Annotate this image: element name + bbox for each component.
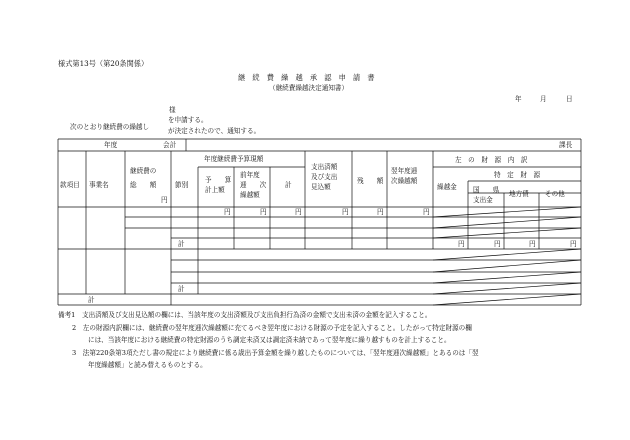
col-header-next-carry-line2: 次繰越額 bbox=[391, 177, 418, 185]
col-header-next-carry-line1: 翌年度逓 bbox=[391, 167, 418, 175]
yen-unit-expenditure: 円 bbox=[342, 208, 349, 216]
col-header-expenditure-line1: 支出済額 bbox=[311, 163, 338, 171]
body-option-notify: が決定されたので、通知する。 bbox=[168, 127, 261, 135]
grand-total-label: 計 bbox=[88, 296, 95, 304]
remark-2: 2 左の財源内訳欄には、継続費の翌年度逓次繰越額に充てるべき翌年度における財源の予定を記入すること。したがって特定財源の欄 bbox=[72, 323, 472, 332]
addressee-suffix: 様 bbox=[169, 106, 176, 114]
department-head-label: 課長 bbox=[559, 141, 573, 149]
col-header-specific: 特 定 財 源 bbox=[494, 171, 541, 179]
col-header-balance: 残 額 bbox=[357, 177, 384, 185]
remark-3-cont: 年度繰越額」と読み替えるものとする。 bbox=[88, 361, 207, 370]
col-header-carry-line1: 前年度 bbox=[240, 171, 260, 179]
col-header-section: 節別 bbox=[175, 181, 189, 189]
fiscal-year-label: 年度 bbox=[104, 141, 118, 149]
form-title: 継 続 費 繰 越 承 認 申 請 書 bbox=[238, 73, 375, 82]
yen-unit-next-carry: 円 bbox=[423, 208, 430, 216]
col-header-grant-line2: 支出金 bbox=[473, 196, 493, 204]
yen-unit-balance: 円 bbox=[377, 208, 384, 216]
col-header-total-unit: 円 bbox=[161, 196, 168, 204]
yen-unit-sub-other: 円 bbox=[570, 240, 577, 248]
col-header-expenditure-line2: 及び支出 bbox=[311, 173, 338, 181]
col-header-grant-line1: 国 県 bbox=[473, 186, 500, 194]
yen-unit-sub-bond: 円 bbox=[529, 240, 536, 248]
col-header-bond: 地方債 bbox=[509, 190, 529, 198]
yen-unit-planned: 円 bbox=[224, 208, 231, 216]
col-header-item: 款項目 bbox=[60, 181, 80, 189]
col-header-carry-money: 繰越金 bbox=[437, 183, 457, 191]
col-header-budget-group: 年度継続費予算現額 bbox=[204, 155, 264, 163]
form-subtitle: （継続費繰越決定通知書） bbox=[269, 84, 349, 92]
account-label: 会計 bbox=[163, 141, 177, 149]
col-header-budget-total: 計 bbox=[285, 181, 292, 189]
col-header-project: 事業名 bbox=[89, 181, 109, 189]
body-lead: 次のとおり継続費の繰越し bbox=[70, 123, 150, 131]
subtotal-label-2: 計 bbox=[178, 285, 185, 293]
date-month: 月 bbox=[540, 95, 547, 103]
date-year: 年 bbox=[515, 95, 522, 103]
remark-3: 3 法第220条第3項ただし書の規定により継続費に係る歳出予算金額を繰り越したものについては、「翌年度逓次繰越額」とあるのは「翌 bbox=[72, 348, 479, 357]
col-header-planned-line1: 予 算 bbox=[205, 176, 232, 184]
yen-unit-carry: 円 bbox=[260, 208, 267, 216]
col-header-expenditure-line3: 見込額 bbox=[311, 183, 331, 191]
col-header-total-line1: 継続費の bbox=[130, 167, 157, 175]
col-header-planned-line2: 計上額 bbox=[205, 186, 225, 194]
form-number: 様式第13号（第20条関係） bbox=[58, 59, 149, 68]
remark-2-cont: には、当該年度における継続費の特定財源のうち調定未済又は調定済未納であって翌年度に繰り越すものを計上すること。 bbox=[88, 336, 451, 345]
subtotal-label: 計 bbox=[178, 240, 185, 248]
col-header-other: その他 bbox=[545, 190, 565, 198]
yen-unit-sub-grant: 円 bbox=[494, 240, 501, 248]
body-option-apply: を申請する。 bbox=[168, 116, 208, 124]
col-header-carry-line3: 繰越額 bbox=[240, 191, 260, 199]
col-header-carry-line2: 逓 次 bbox=[240, 181, 267, 189]
remarks bbox=[58, 309, 598, 372]
remark-1: 備考1 支出済額及び支出見込額の欄には、当該年度の支出済額及び支出負担行為済の金額で支出未済の金額を記入すること。 bbox=[58, 311, 432, 319]
date-day: 日 bbox=[566, 95, 573, 103]
col-header-total-line2: 総 額 bbox=[130, 181, 157, 189]
col-header-breakdown: 左 の 財 源 内 訳 bbox=[455, 156, 528, 164]
yen-unit-budget-total: 円 bbox=[295, 208, 302, 216]
yen-unit-sub-carry-money: 円 bbox=[458, 240, 465, 248]
